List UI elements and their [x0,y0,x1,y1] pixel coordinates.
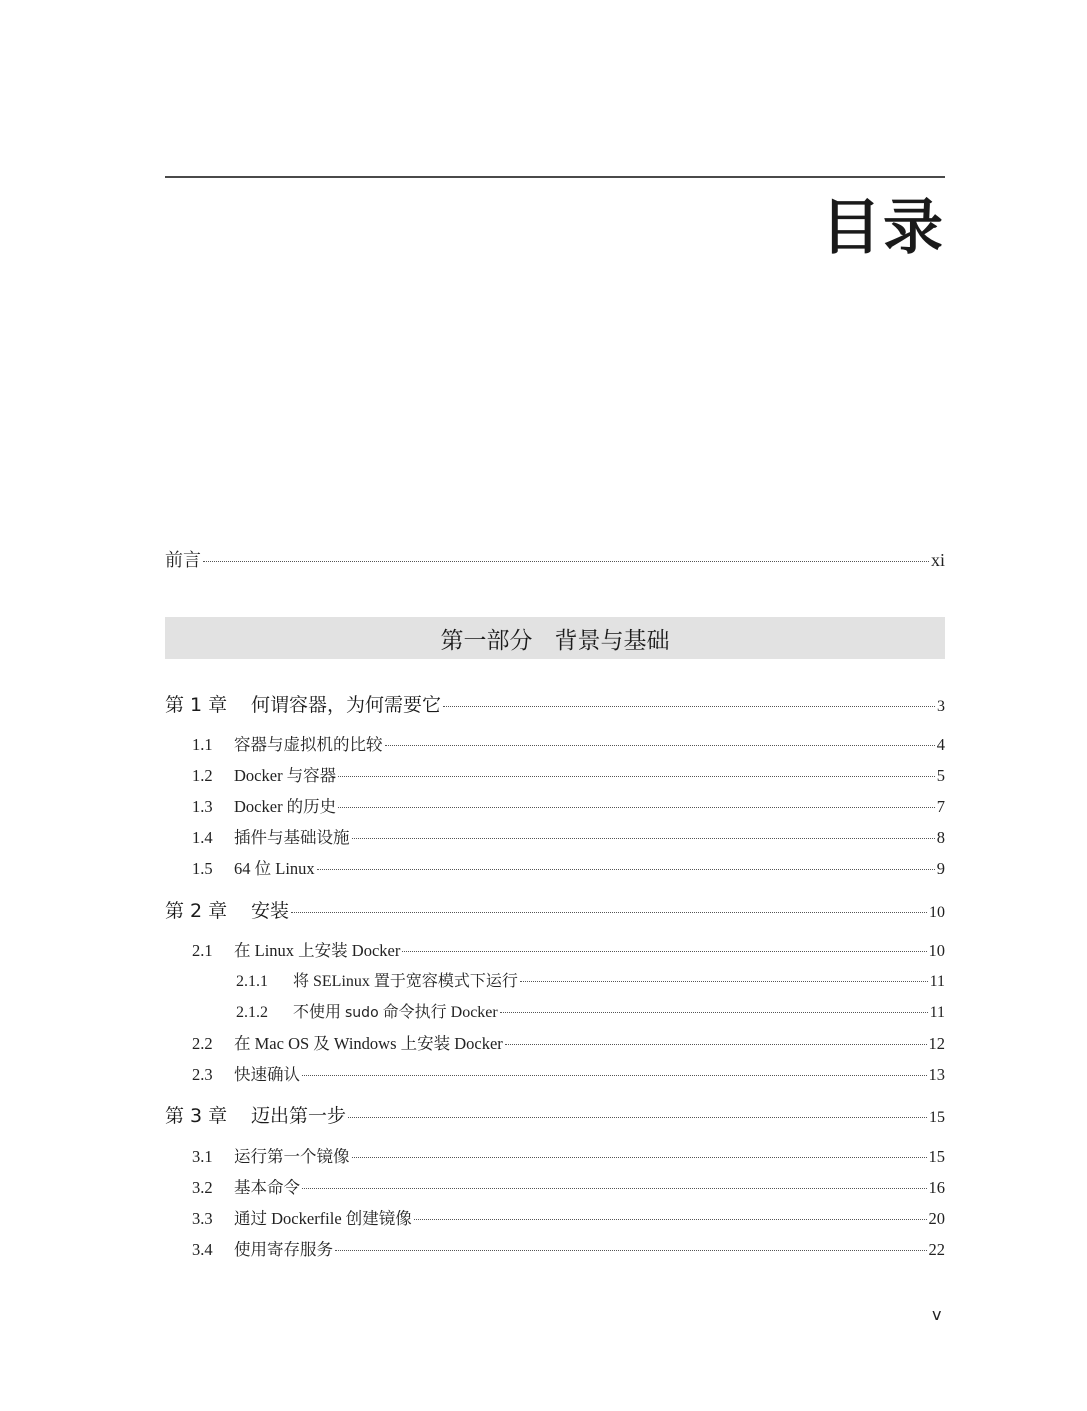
chapter-number: 第 3 章 [165,1105,228,1127]
leader-dots [338,807,935,808]
entry-page: 8 [936,828,945,847]
entry-page: 22 [928,1240,945,1259]
section-title: 基本命令 [234,1178,300,1197]
subsection-title: 将 SELinux 置于宽容模式下运行 [293,973,518,990]
toc-section-3-4[interactable] [165,1236,945,1260]
leader-dots [302,1075,927,1076]
leader-dots [317,869,935,870]
leader-dots [352,838,935,839]
toc-section-1-2[interactable] [165,762,945,786]
entry-title: 前言 [165,550,201,571]
entry-page: 3 [937,698,945,715]
leader-dots [414,1219,927,1220]
subsection-title-post: 命令执行 Docker [378,1004,498,1021]
section-number: 1.5 [192,859,213,878]
chapter-title: 迈出第一步 [251,1105,347,1127]
entry-page: xi [930,550,945,570]
leader-dots [302,1188,927,1189]
section-title: 快速确认 [234,1065,300,1084]
subsection-number: 2.1.1 [236,973,268,990]
toc-chapter-1[interactable] [165,690,945,717]
entry-page: 5 [936,766,945,785]
leader-dots [443,706,935,707]
toc-section-1-3[interactable] [165,793,945,817]
entry-page: 12 [928,1034,945,1053]
toc-chapter-2[interactable] [165,896,945,923]
leader-dots [505,1044,927,1045]
section-title: 在 Mac OS 及 Windows 上安装 Docker [234,1034,503,1053]
entry-page: 9 [936,859,945,878]
section-number: 3.1 [192,1147,213,1166]
subsection-number: 2.1.2 [236,1004,268,1021]
entry-page: 20 [928,1209,945,1228]
toc-section-1-1[interactable] [165,731,945,755]
toc-section-2-2[interactable] [165,1030,945,1054]
leader-dots [338,776,935,777]
toc-section-3-2[interactable] [165,1174,945,1198]
section-title: 运行第一个镜像 [234,1147,350,1166]
toc-subsection-2-1-2[interactable] [165,999,945,1022]
subsection-title-pre: 不使用 [293,1004,346,1021]
section-title: 通过 Dockerfile 创建镜像 [234,1209,412,1228]
leader-dots [335,1250,927,1251]
section-number: 2.3 [192,1065,213,1084]
section-number: 3.2 [192,1178,213,1197]
toc-section-2-3[interactable] [165,1061,945,1085]
section-number: 1.2 [192,766,213,785]
section-title: Docker 与容器 [234,766,337,785]
section-number: 1.4 [192,828,213,847]
leader-dots [291,912,927,913]
section-title: 容器与虚拟机的比较 [234,735,383,754]
leader-dots [402,951,926,952]
section-number: 2.1 [192,941,213,960]
toc-section-3-1[interactable] [165,1143,945,1167]
entry-page: 13 [928,1065,945,1084]
section-title: 插件与基础设施 [234,828,350,847]
header-rule [165,176,945,178]
page-title: 目录 [821,193,945,263]
leader-dots [385,745,935,746]
part-label: 第一部分 [440,627,533,654]
chapter-title: 安装 [251,900,290,922]
section-title: 在 Linux 上安装 Docker [234,941,401,960]
section-number: 1.3 [192,797,213,816]
toc-section-2-1[interactable] [165,937,945,961]
entry-page: 11 [929,1004,945,1021]
entry-page: 10 [928,941,945,960]
entry-page: 7 [936,797,945,816]
section-number: 3.3 [192,1209,213,1228]
leader-dots [203,561,929,562]
toc-subsection-2-1-1[interactable] [165,968,945,991]
entry-page: 11 [929,973,945,990]
leader-dots [348,1117,927,1118]
entry-page: 16 [928,1178,945,1197]
leader-dots [520,981,928,982]
entry-page: 10 [929,904,945,921]
section-number: 2.2 [192,1034,213,1053]
section-title: 使用寄存服务 [234,1240,333,1259]
code-sudo: sudo [345,1005,379,1021]
section-number: 1.1 [192,735,213,754]
entry-page: 15 [928,1147,945,1166]
entry-page: 4 [936,735,945,754]
chapter-number: 第 2 章 [165,900,228,922]
toc-section-3-3[interactable] [165,1205,945,1229]
entry-page: 15 [929,1109,945,1126]
section-title: 64 位 Linux [234,859,315,878]
part-title: 背景与基础 [554,627,670,654]
page-folio: v [932,1305,942,1324]
part-banner [165,617,945,659]
toc-section-1-4[interactable] [165,824,945,848]
section-title: Docker 的历史 [234,797,337,816]
leader-dots [352,1157,927,1158]
toc-chapter-3[interactable] [165,1101,945,1128]
chapter-number: 第 1 章 [165,694,228,716]
chapter-title: 何谓容器，为何需要它 [251,694,442,716]
toc-entry-preface[interactable] [165,546,945,572]
section-number: 3.4 [192,1240,213,1259]
toc-section-1-5[interactable] [165,855,945,879]
leader-dots [500,1012,928,1013]
